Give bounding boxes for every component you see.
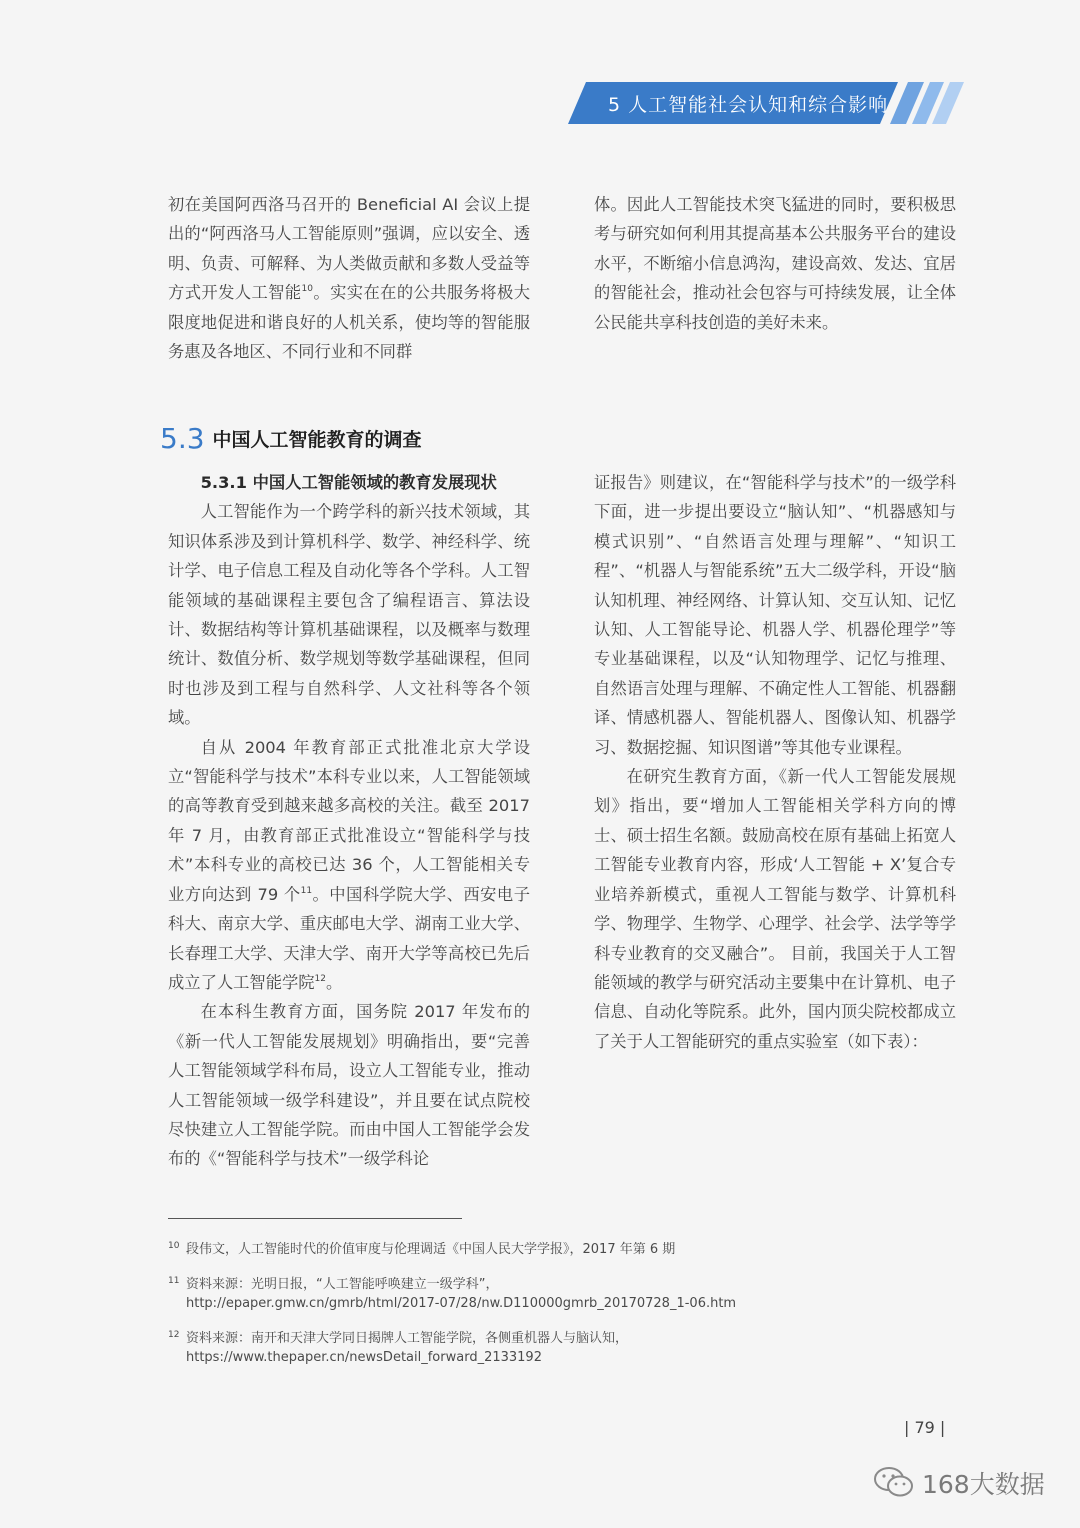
top-left-text-1: 初在美国阿西洛马召开的 Beneficial AI 会议上提出的“阿西洛马人工智能原则”强调，应以安全、透明、负责、可解释、为人类做贡献和多数人受益等方式开发人工智能 <box>168 195 530 303</box>
footnotes <box>168 1240 968 1383</box>
footnote-number: 11 <box>168 1276 180 1286</box>
footnote-10 <box>168 1240 968 1259</box>
section-title: 中国人工智能教育的调查 <box>212 429 422 451</box>
top-left-column <box>168 190 530 366</box>
body-paragraph: 人工智能作为一个跨学科的新兴技术领域，其知识体系涉及到计算机科学、数学、神经科学、统计学、电子信息工程及自动化等各个学科。人工智能领域的基础课程主要包含了编程语言、算法设计、数据结构等计算机基础课程，以及概率与数理统计、数值分析、数学规划等数学基础课程，但同时也涉及到工程与自然科学、人文社科等各个领域。 <box>168 502 530 728</box>
top-right-column <box>594 190 956 337</box>
body-right-column <box>594 468 956 1056</box>
chapter-title: 5 人工智能社会认知和综合影响 <box>608 94 889 116</box>
footnote-12 <box>168 1329 968 1367</box>
body-left-column <box>168 468 530 1174</box>
subsection-title: 5.3.1 中国人工智能领域的教育发展现状 <box>200 473 497 492</box>
footnote-text: 资料来源：南开和天津大学同日揭牌人工智能学院，各侧重机器人与脑认知， <box>186 1331 629 1346</box>
body-paragraph: 证报告》则建议，在“智能科学与技术”的一级学科下面，进一步提出要设立“脑认知”、“机器感知与模式识别”、“自然语言处理与理解”、“知识工程”、“机器人与智能系统”五大二级学科，开设“脑认知机理、神经网络、计算认知、交互认知、记忆认知、人工智能导论、机器人学、机器伦理学”等专业基础课程，以及“认知物理学、记忆与推理、自然语言处理与理解、不确定性人工智能、机器翻译、情感机器人、智能机器人、图像认知、机器学习、数据挖掘、知识图谱”等其他专业课程。 <box>594 473 956 757</box>
paragraph-text: 。 <box>326 972 343 992</box>
footnote-text: 资料来源：光明日报，“人工智能呼唤建立一级学科”， <box>186 1277 499 1292</box>
section-number: 5.3 <box>160 422 205 455</box>
paragraph-text: 。中国科学院大学、西安电子科大、南京大学、重庆邮电大学、湖南工业大学、长春理工大学、天津大学、南开大学等高校已先后成立了人工智能学院 <box>168 884 530 992</box>
footnote-ref-11[interactable]: 11 <box>300 885 313 896</box>
footnote-11 <box>168 1275 968 1313</box>
body-paragraph: 在研究生教育方面，《新一代人工智能发展规划》指出，要“增加人工智能相关学科方向的博士、硕士招生名额。鼓励高校在原有基础上拓宽人工智能专业教育内容，形成‘人工智能 + X’复合专业培养新模式，重视人工智能与数学、计算机科学、物理学、生物学、心理学、社会学、法学等学科专业教育的交叉融合”。 目前，我国关于人工智能领域的教学与研究活动主要集中在计算机、电子信息、自动化等院系。此外，国内顶尖院校都成立了关于人工智能研究的重点实验室（如下表）： <box>594 767 956 1051</box>
footnote-link[interactable]: https://www.thepaper.cn/newsDetail_forward_2133192 <box>186 1350 542 1365</box>
top-right-paragraph: 体。因此人工智能技术突飞猛进的同时，要积极思考与研究如何利用其提高基本公共服务平台的建设水平，不断缩小信息鸿沟，建设高效、发达、宜居的智能社会，推动社会包容与可持续发展，让全体公民能共享科技创造的美好未来。 <box>594 195 956 332</box>
watermark-text: 168大数据 <box>922 1470 1045 1499</box>
footnote-number: 10 <box>168 1241 180 1251</box>
top-left-paragraph <box>168 190 530 366</box>
wechat-icon <box>872 1465 916 1499</box>
footnote-text: 段伟文，人工智能时代的价值审度与伦理调适《中国人民大学学报》，2017 年第 6 期 <box>186 1242 676 1257</box>
footnote-ref-12[interactable]: 12 <box>314 973 326 984</box>
body-paragraph: 在本科生教育方面，国务院 2017 年发布的《新一代人工智能发展规划》明确指出，要“完善人工智能领域学科布局，设立人工智能专业，推动人工智能领域一级学科建设”，并且要在试点院校尽快建立人工智能学院。而由中国人工智能学会发布的《“智能科学与技术”一级学科论 <box>168 1002 530 1169</box>
top-left-text-2: 。实实在在的公共服务将极大限度地促进和谐良好的人机关系，使均等的智能服务惠及各地区、不同行业和不同群 <box>168 283 530 362</box>
paragraph-text: 自从 2004 年教育部正式批准北京大学设立“智能科学与技术”本科专业以来，人工智能领域的高等教育受到越来越多高校的关注。截至 2017 年 7 月，由教育部正式批准设立“智能科学与技术”本科专业的高校已达 36 个，人工智能相关专业方向达到 79 个 <box>168 737 530 904</box>
body-paragraph <box>168 733 530 998</box>
section-heading <box>160 422 422 455</box>
page-number: | 79 | <box>904 1418 946 1437</box>
chapter-banner <box>568 82 968 124</box>
footnote-divider <box>168 1218 462 1219</box>
footnote-ref-10[interactable]: 10 <box>301 284 313 295</box>
footnote-link[interactable]: http://epaper.gmw.cn/gmrb/html/2017-07/28/nw.D110000gmrb_20170728_1-06.htm <box>186 1296 737 1311</box>
footnote-number: 12 <box>168 1330 180 1340</box>
